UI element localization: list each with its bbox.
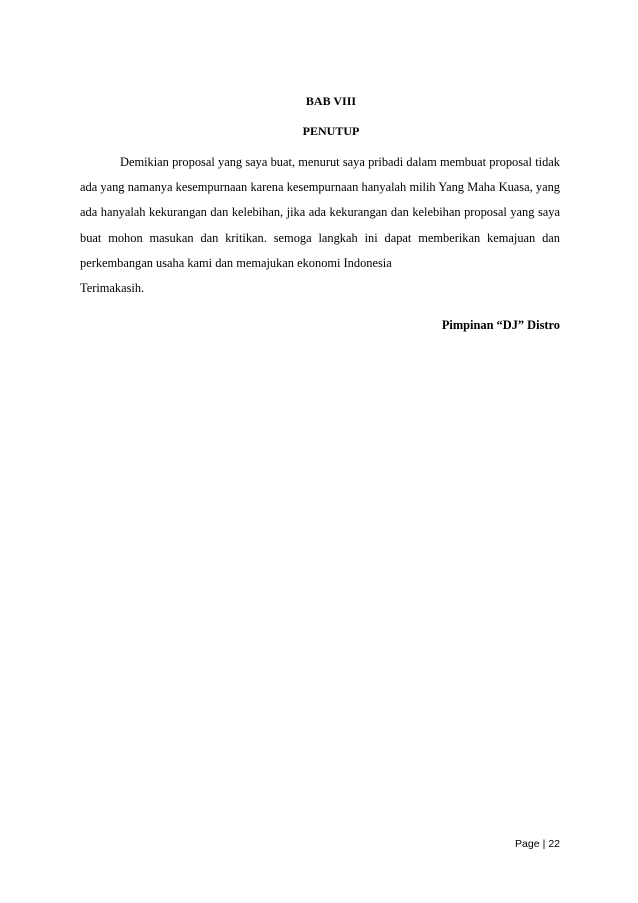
signature: Pimpinan “DJ” Distro bbox=[441, 318, 560, 332]
body-text bbox=[80, 150, 560, 301]
closing-text: Terimakasih. bbox=[80, 281, 145, 296]
body-paragraph: Demikian proposal yang saya buat, menurut saya pribadi dalam membuat proposal tidak ada yang namanya kesempurnaan karena kesempurnaan hanyalah milih Yang Maha Kuasa, yang ada hanyalah kekurangan dan kelebihan, jika ada kekurangan dan kelebihan proposal yang saya buat mohon masukan dan kritikan. semoga langkah ini dapat memberikan kemajuan dan perkembangan usaha kami dan memajukan ekonomi Indonesia bbox=[80, 155, 560, 270]
page-label: Page bbox=[515, 838, 540, 850]
page-separator: | bbox=[542, 838, 546, 850]
section-title: PENUTUP bbox=[302, 124, 360, 138]
page-number: 22 bbox=[548, 838, 560, 850]
chapter-title: BAB VIII bbox=[305, 94, 357, 108]
page-footer bbox=[515, 838, 560, 850]
